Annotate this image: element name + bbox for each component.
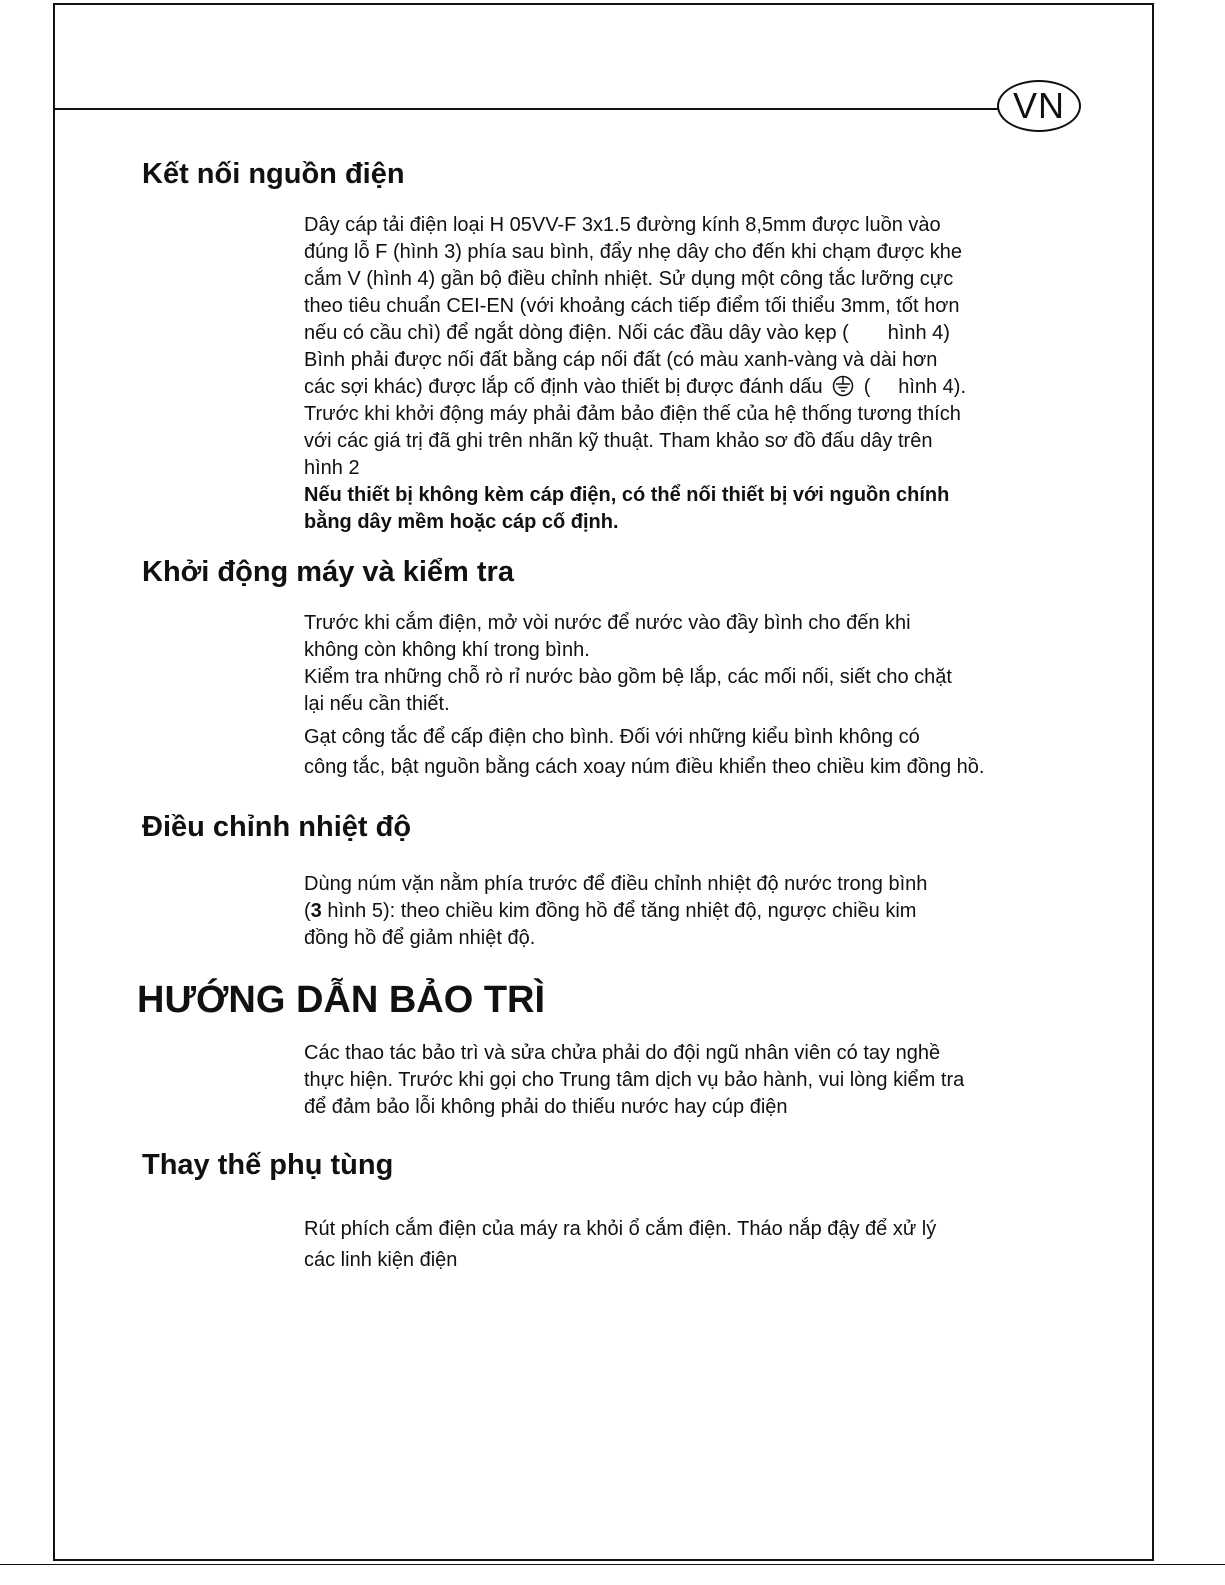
section-body-maintenance xyxy=(304,1040,1064,1121)
text-line xyxy=(304,898,1064,925)
section-body-power-connection xyxy=(304,212,1064,536)
section-title-power-connection: Kết nối nguồn điện xyxy=(142,158,405,190)
text-line: để đảm bảo lỗi không phải do thiếu nước hay cúp điện xyxy=(304,1096,788,1118)
text-fragment: hình 5): theo chiều kim đồng hồ để tăng nhiệt độ, ngược chiều kim xyxy=(321,900,917,922)
text-line: đúng lỗ F (hình 3) phía sau bình, đẩy nhẹ dây cho đến khi chạm được khe xyxy=(304,241,963,263)
text-line-ground xyxy=(304,374,1064,401)
text-line: Dùng núm vặn nằm phía trước để điều chỉnh nhiệt độ nước trong bình xyxy=(304,873,928,895)
text-line: công tắc, bật nguồn bằng cách xoay núm điều khiển theo chiều kim đồng hồ. xyxy=(304,756,985,778)
text-fragment: ( hình 4). xyxy=(863,376,967,398)
section-body-startup-check xyxy=(304,610,1064,781)
section-body-parts-replacement xyxy=(304,1214,1064,1276)
section-title-startup-check: Khởi động máy và kiểm tra xyxy=(142,556,514,588)
text-fragment: các sợi khác) được lắp cố định vào thiết bị được đánh dấu xyxy=(304,376,823,398)
text-line: đồng hồ để giảm nhiệt độ. xyxy=(304,927,536,949)
text-line: nếu có cầu chì) để ngắt dòng điện. Nối các đầu dây vào kẹp ( hình 4) xyxy=(304,322,950,344)
section-title-parts-replacement: Thay thế phụ tùng xyxy=(142,1149,394,1181)
text-line: với các giá trị đã ghi trên nhãn kỹ thuật. Tham khảo sơ đồ đấu dây trên xyxy=(304,430,933,452)
text-line: Trước khi cắm điện, mở vòi nước để nước vào đầy bình cho đến khi xyxy=(304,612,911,634)
text-line: thực hiện. Trước khi gọi cho Trung tâm dịch vụ bảo hành, vui lòng kiểm tra xyxy=(304,1069,965,1091)
bold-note-line: Nếu thiết bị không kèm cáp điện, có thể nối thiết bị với nguồn chính xyxy=(304,484,950,506)
language-badge: VN xyxy=(997,80,1081,132)
bold-note-line: bằng dây mềm hoặc cáp cố định. xyxy=(304,511,619,533)
ground-symbol-icon xyxy=(832,375,854,397)
text-line: theo tiêu chuẩn CEI-EN (với khoảng cách tiếp điểm tối thiểu 3mm, tốt hơn xyxy=(304,295,960,317)
section-body-temperature xyxy=(304,871,1064,952)
text-line: Kiểm tra những chỗ rò rỉ nước bào gồm bệ lắp, các mối nối, siết cho chặt xyxy=(304,666,952,688)
text-line: Các thao tác bảo trì và sửa chửa phải do đội ngũ nhân viên có tay nghề xyxy=(304,1042,941,1064)
text-line: cắm V (hình 4) gần bộ điều chỉnh nhiệt. Sử dụng một công tắc lưỡng cực xyxy=(304,268,954,290)
text-line: các linh kiện điện xyxy=(304,1249,458,1271)
text-line: Gạt công tắc để cấp điện cho bình. Đối với những kiểu bình không có xyxy=(304,726,920,748)
text-fragment: ( xyxy=(304,900,311,922)
text-line: không còn không khí trong bình. xyxy=(304,639,590,661)
text-line: lại nếu cần thiết. xyxy=(304,693,450,715)
maintenance-heading: HƯỚNG DẪN BẢO TRÌ xyxy=(137,979,546,1021)
header-rule xyxy=(55,108,999,110)
section-title-temperature: Điều chỉnh nhiệt độ xyxy=(142,811,412,843)
text-line: Trước khi khởi động máy phải đảm bảo điện thế của hệ thống tương thích xyxy=(304,403,961,425)
text-line: Dây cáp tải điện loại H 05VV-F 3x1.5 đường kính 8,5mm được luồn vào xyxy=(304,214,941,236)
bottom-rule xyxy=(0,1564,1225,1565)
figure-ref-number: 3 xyxy=(310,900,322,922)
text-line: Bình phải được nối đất bằng cáp nối đất (có màu xanh-vàng và dài hơn xyxy=(304,349,938,371)
text-line: hình 2 xyxy=(304,457,360,479)
text-line: Rút phích cắm điện của máy ra khỏi ổ cắm điện. Tháo nắp đậy để xử lý xyxy=(304,1218,937,1240)
